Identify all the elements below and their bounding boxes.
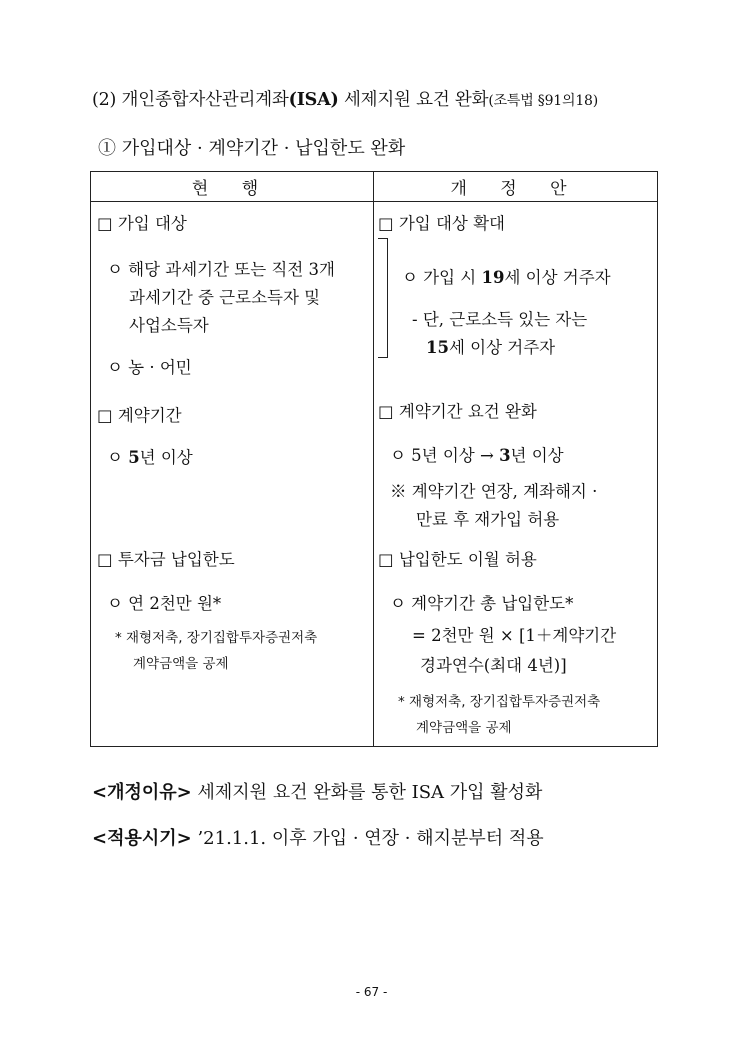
proposed-term-suffix: 년 이상 — [510, 446, 564, 465]
revision-reason — [92, 778, 542, 804]
column-header-proposed: 개 정 안 — [374, 172, 658, 202]
proposed-heading-limit: □ 납입한도 이월 허용 — [378, 550, 537, 569]
eligibility-bracket — [378, 238, 388, 358]
proposed-limit-formula-line2: 경과연수(최대 4년)] — [420, 656, 567, 675]
current-eligibility-line1: ㅇ 해당 과세기간 또는 직전 3개 — [107, 260, 335, 279]
column-header-current: 현 행 — [91, 172, 374, 202]
proposed-eligibility-line1 — [402, 264, 611, 288]
proposed-limit-formula-line1: = 2천만 원 × [1＋계약기간 — [412, 626, 617, 645]
current-heading-term: □ 계약기간 — [97, 406, 182, 425]
proposed-term-note-line1: ※ 계약기간 연장, 계좌해지 · — [390, 482, 598, 501]
proposed-term-value — [390, 442, 564, 466]
proposed-term-prefix: ㅇ 5년 이상 → — [390, 446, 500, 465]
current-eligibility-farmers: ㅇ 농 · 어민 — [107, 358, 192, 377]
proposed-eligibility-prefix: ㅇ 가입 시 — [402, 268, 482, 287]
proposed-limit-total: ㅇ 계약기간 총 납입한도* — [390, 594, 574, 613]
proposed-eligibility-age: 19 — [481, 268, 505, 287]
section-heading-isa: (ISA) — [288, 90, 339, 110]
section-heading — [92, 86, 598, 111]
proposed-eligibility-line2: - 단, 근로소득 있는 자는 — [412, 310, 588, 329]
revision-reason-label: <개정이유> — [92, 782, 192, 803]
proposed-note-line2: 계약금액을 공제 — [416, 720, 512, 736]
proposed-eligibility-line3 — [426, 334, 555, 358]
proposed-eligibility-worker-suffix: 세 이상 거주자 — [448, 338, 556, 357]
proposed-column — [374, 202, 658, 747]
current-eligibility-line3: 사업소득자 — [129, 316, 209, 335]
proposed-heading-term: □ 계약기간 요건 완화 — [378, 402, 537, 421]
sub-heading: ① 가입대상 · 계약기간 · 납입한도 완화 — [98, 138, 406, 159]
current-note-line1: * 재형저축, 장기집합투자증권저축 — [115, 630, 318, 646]
page-number: - 67 - — [355, 985, 388, 999]
current-note-line2: 계약금액을 공제 — [133, 656, 229, 672]
proposed-term-note-line2: 만료 후 재가입 허용 — [416, 510, 560, 529]
effective-date — [92, 824, 544, 850]
current-term-years: 5 — [128, 448, 140, 467]
current-eligibility-line2: 과세기간 중 근로소득자 및 — [129, 288, 321, 307]
current-heading-limit: □ 투자금 납입한도 — [97, 550, 235, 569]
revision-reason-text: 세제지원 요건 완화를 통한 ISA 가입 활성화 — [191, 782, 543, 803]
section-heading-law: (조특법 §91의18) — [488, 93, 599, 109]
proposed-eligibility-worker-age: 15 — [426, 338, 449, 357]
current-term-bullet: ㅇ — [107, 448, 129, 467]
effective-date-label: <적용시기> — [92, 828, 192, 849]
section-heading-prefix: (2) 개인종합자산관리계좌 — [92, 90, 289, 110]
current-column — [91, 202, 374, 747]
current-limit-value: ㅇ 연 2천만 원* — [107, 594, 222, 613]
section-heading-middle: 세제지원 요건 완화 — [338, 90, 489, 110]
proposed-heading-eligibility: □ 가입 대상 확대 — [378, 214, 505, 233]
current-term-value — [107, 444, 193, 468]
current-heading-eligibility: □ 가입 대상 — [97, 214, 187, 233]
proposed-eligibility-suffix: 세 이상 거주자 — [504, 268, 611, 287]
proposed-note-line1: * 재형저축, 장기집합투자증권저축 — [398, 694, 601, 710]
effective-date-text: ’21.1.1. 이후 가입 · 연장 · 해지분부터 적용 — [191, 828, 544, 849]
proposed-term-years: 3 — [499, 446, 511, 465]
comparison-table — [90, 171, 658, 747]
current-term-suffix: 년 이상 — [139, 448, 193, 467]
